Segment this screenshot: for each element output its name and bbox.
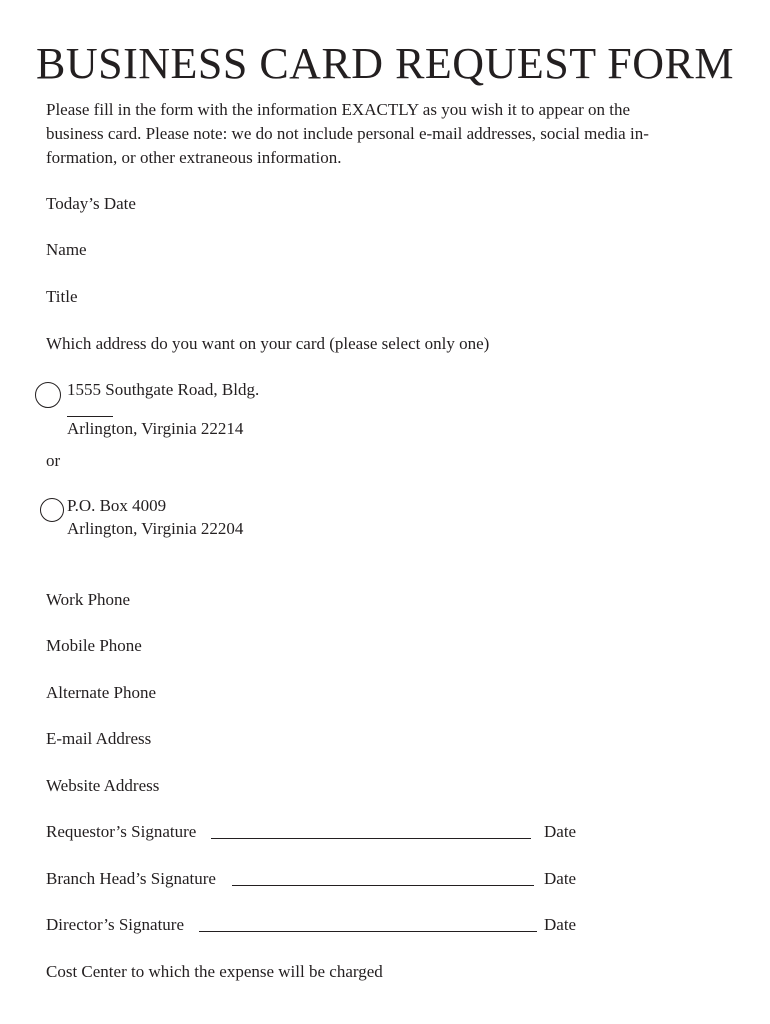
address-option-2-line2: Arlington, Virginia 22204 [67,519,244,538]
branch-head-date-label: Date [544,869,577,888]
address-question: Which address do you want on your card (please select only one) [46,334,490,353]
address-option-1 [67,378,259,440]
name-label: Name [46,240,87,259]
director-signature-label: Director’s Signature [46,915,185,934]
alternate-phone-label: Alternate Phone [46,683,156,702]
director-date-label: Date [544,915,577,934]
building-number-blank[interactable] [67,401,113,417]
form-title: BUSINESS CARD REQUEST FORM [35,39,734,88]
form-instructions [46,98,736,170]
branch-head-signature-label: Branch Head’s Signature [46,869,216,888]
address-option-1-line2: Arlington, Virginia 22214 [67,419,244,438]
instructions-line: formation, or other extraneous information. [46,148,342,167]
or-label: or [46,451,61,470]
title-label: Title [46,287,78,306]
address-option-2 [67,494,243,540]
email-address-label: E-mail Address [46,729,152,748]
branch-head-signature-line[interactable] [232,885,534,886]
todays-date-label: Today’s Date [46,194,136,213]
cost-center-label: Cost Center to which the expense will be charged [46,962,383,981]
address-option-2-radio[interactable] [40,498,64,522]
website-address-label: Website Address [46,776,160,795]
address-option-2-line1: P.O. Box 4009 [67,496,167,515]
work-phone-label: Work Phone [46,590,131,609]
requestor-signature-label: Requestor’s Signature [46,822,197,841]
director-signature-line[interactable] [199,931,537,932]
address-option-1-radio[interactable] [35,382,61,408]
mobile-phone-label: Mobile Phone [46,636,142,655]
requestor-date-label: Date [544,822,577,841]
requestor-signature-line[interactable] [211,838,531,839]
instructions-line: Please fill in the form with the information EXACTLY as you wish it to appear on the [46,100,631,119]
address-option-1-line1: 1555 Southgate Road, Bldg. [67,378,259,417]
instructions-line: business card. Please note: we do not include personal e-mail addresses, social media in- [46,124,649,143]
